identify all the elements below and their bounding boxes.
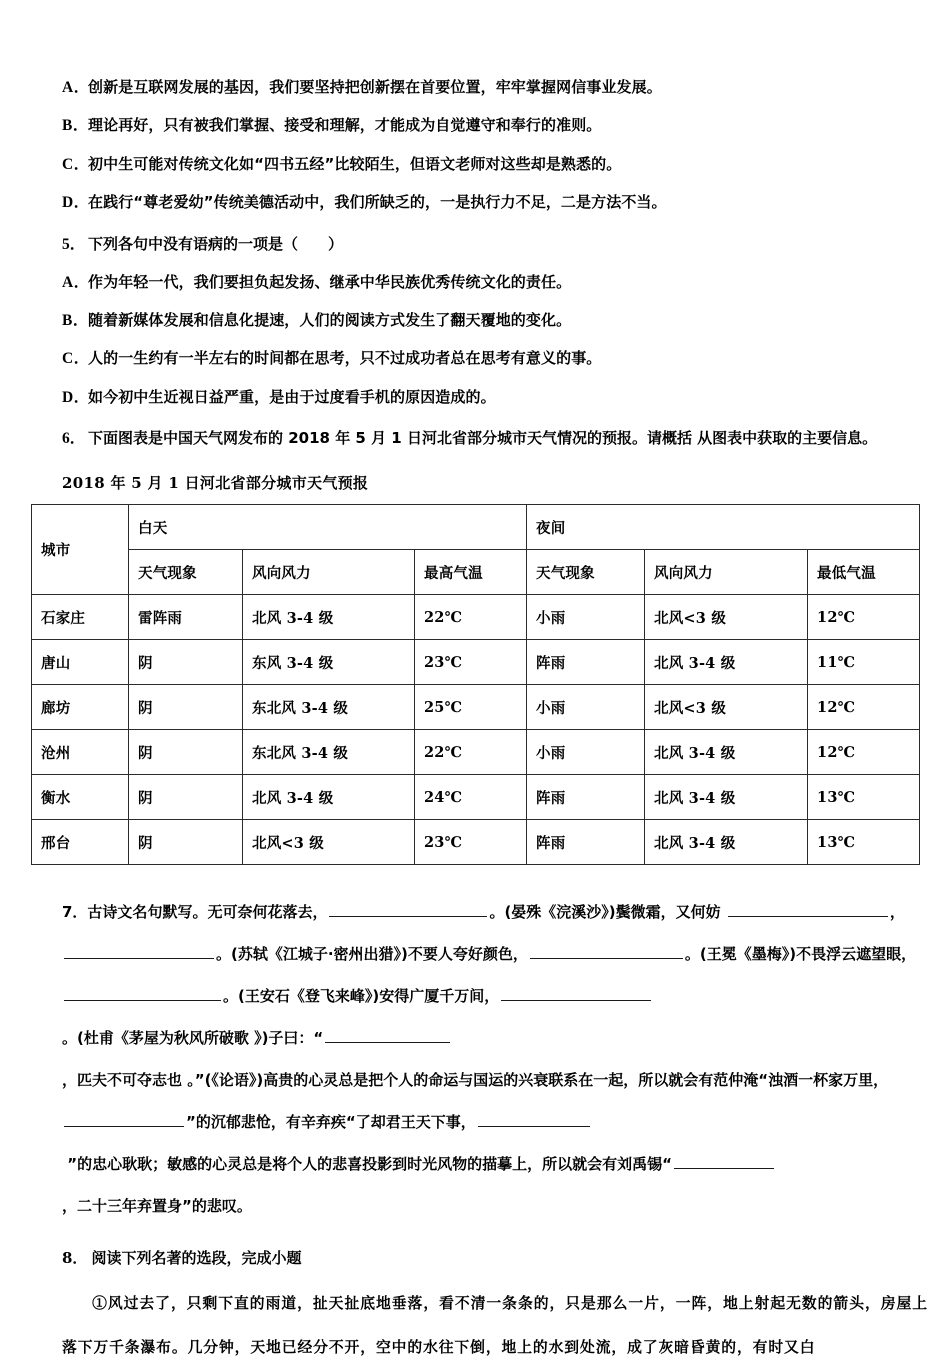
question7-text-fragment: 。(杜甫《茅屋为秋风所破歌 》)子曰：“ (62, 1029, 324, 1047)
cell-day-phenomenon: 阴 (129, 775, 243, 820)
cell-night-low-temp: 12℃ (808, 730, 920, 775)
option-text: 初中生可能对传统文化如“四书五经”比较陌生，但语文老师对这些却是熟悉的。 (88, 154, 622, 173)
cell-city: 衡水 (32, 775, 129, 820)
cell-night-low-temp: 11℃ (808, 640, 920, 685)
answer-blank-5[interactable] (64, 944, 214, 959)
answer-blank-3[interactable] (728, 902, 888, 917)
cell-city: 廊坊 (32, 685, 129, 730)
question7-text-fragment: 。(王冕《墨梅》)不畏浮云遮望眼， (684, 945, 917, 963)
cell-day-high-temp: 23℃ (415, 820, 527, 865)
cell-city: 沧州 (32, 730, 129, 775)
option-text: 人的一生约有一半左右的时间都在思考，只不过成功者总在思考有意义的事。 (88, 349, 602, 368)
answer-blank-9[interactable] (64, 986, 221, 1001)
answer-blank-19[interactable] (674, 1154, 774, 1169)
question5-stem (62, 232, 928, 254)
header-city: 城市 (32, 505, 129, 595)
cell-day-wind: 东北风 3-4 级 (243, 685, 415, 730)
cell-day-wind: 北风<3 级 (243, 820, 415, 865)
cell-city: 石家庄 (32, 595, 129, 640)
cell-day-high-temp: 24℃ (415, 775, 527, 820)
option-label: B． (62, 117, 89, 135)
question8-excerpt (62, 1282, 928, 1370)
cell-day-high-temp: 22℃ (415, 595, 527, 640)
question7-text-fragment: ，匹夫不可夺志也 。”(《论语》)高贵的心灵总是把个人的命运与国运的兴衰联系在一起，所以就会有范仲淹“浊酒一杯家万里， (62, 1071, 889, 1089)
question7-text-fragment: ”的忠心耿耿；敏感的心灵总是将个人的悲喜投影到时光风物的描摹上，所以就会有刘禹锡“ (62, 1155, 672, 1173)
cell-day-high-temp: 25℃ (415, 685, 527, 730)
weather-forecast-table (31, 504, 920, 865)
cell-day-wind: 东北风 3-4 级 (243, 730, 415, 775)
cell-day-phenomenon: 阴 (129, 730, 243, 775)
question7-text-fragment: 。(晏殊《浣溪沙》)鬓微霜，又何妨 (489, 903, 726, 921)
question7-text-fragment: 7．古诗文名句默写。无可奈何花落去， (62, 903, 328, 921)
question7-text-fragment: ， (889, 903, 905, 921)
table-body (32, 595, 920, 865)
question7-text-fragment: ”的沉郁悲怆，有辛弃疾“了却君王天下事， (186, 1113, 476, 1131)
option-label: A． (62, 79, 90, 96)
cell-night-phenomenon: 阵雨 (527, 775, 645, 820)
cell-city: 唐山 (32, 640, 129, 685)
question7-text-fragment: ，二十三年弃置身”的悲叹。 (62, 1197, 252, 1215)
cell-day-wind: 北风 3-4 级 (243, 775, 415, 820)
header-nighttime: 夜间 (527, 505, 920, 550)
cell-day-high-temp: 23℃ (415, 640, 527, 685)
cell-day-wind: 北风 3-4 级 (243, 595, 415, 640)
option-row (62, 155, 928, 174)
header-day-wind: 风向风力 (243, 550, 415, 595)
cell-day-phenomenon: 阴 (129, 640, 243, 685)
table-row (32, 685, 920, 730)
cell-night-wind: 北风<3 级 (645, 595, 808, 640)
cell-night-low-temp: 12℃ (808, 685, 920, 730)
table-sub-header-row (32, 550, 920, 595)
answer-blank-7[interactable] (530, 944, 683, 959)
cell-night-wind: 北风 3-4 级 (645, 730, 808, 775)
option-text: 理论再好，只有被我们掌握、接受和理解，才能成为自觉遵守和奉行的准则。 (88, 116, 602, 135)
cell-night-wind: 北风 3-4 级 (645, 820, 808, 865)
cell-night-low-temp: 13℃ (808, 775, 920, 820)
excerpt-text: ①风过去了，只剩下直的雨道，扯天扯底地垂落，看不清一条条的，只是那么一片，一阵，地上射起无数的箭头，房屋上落下万千条瀑布。几分钟，天地已经分不开，空中的水往下倒，地上的水到处流，成了灰暗昏黄的，有时又白 (62, 1295, 928, 1356)
cell-day-wind: 东风 3-4 级 (243, 640, 415, 685)
option-label: B． (62, 311, 89, 329)
cell-night-wind: 北风 3-4 级 (645, 775, 808, 820)
question7-fill-in-blanks (62, 891, 928, 1227)
header-day-high-temp: 最高气温 (415, 550, 527, 595)
cell-night-wind: 北风 3-4 级 (645, 640, 808, 685)
question-stem-text: 下列各句中没有语病的一项是（ ） (88, 234, 344, 253)
option-row (62, 311, 928, 330)
option-text: 如今初中生近视日益严重，是由于过度看手机的原因造成的。 (88, 387, 496, 406)
option-row (62, 273, 928, 292)
cell-night-phenomenon: 阵雨 (527, 640, 645, 685)
option-text: 作为年轻一代，我们要担负起发扬、继承中华民族优秀传统文化的责任。 (88, 272, 572, 291)
cell-city: 邢台 (32, 820, 129, 865)
option-label: C． (62, 350, 90, 368)
option-row (62, 388, 928, 407)
table-row (32, 595, 920, 640)
cell-night-low-temp: 12℃ (808, 595, 920, 640)
header-night-low-temp: 最低气温 (808, 550, 920, 595)
option-row (62, 78, 928, 97)
option-label: D． (62, 194, 90, 212)
header-night-wind: 风向风力 (645, 550, 808, 595)
header-daytime: 白天 (129, 505, 527, 550)
option-row (62, 193, 928, 212)
cell-day-phenomenon: 阴 (129, 685, 243, 730)
answer-blank-11[interactable] (501, 986, 651, 1001)
cell-day-high-temp: 22℃ (415, 730, 527, 775)
question-number: 6． (62, 430, 86, 447)
option-label: C． (62, 155, 90, 173)
option-row (62, 116, 928, 135)
answer-blank-1[interactable] (329, 902, 487, 917)
cell-night-phenomenon: 小雨 (527, 685, 645, 730)
question7-text-fragment: 。(王安石《登飞来峰》)安得广厦千万间， (223, 987, 500, 1005)
option-text: 创新是互联网发展的基因，我们要坚持把创新摆在首要位置，牢牢掌握网信事业发展。 (88, 78, 662, 96)
cell-night-low-temp: 13℃ (808, 820, 920, 865)
answer-blank-15[interactable] (64, 1112, 184, 1127)
cell-night-wind: 北风<3 级 (645, 685, 808, 730)
table-group-header-row (32, 505, 920, 550)
table-row (32, 730, 920, 775)
question8-stem (62, 1247, 928, 1268)
question-number: 8． (62, 1249, 88, 1267)
header-night-phenomenon: 天气现象 (527, 550, 645, 595)
question-number: 5． (62, 235, 86, 253)
table-row (32, 820, 920, 865)
question-stem-text: 下面图表是中国天气网发布的 2018 年 5 月 1 日河北省部分城市天气情况的预报。请概括 从图表中获取的主要信息。 (88, 429, 878, 447)
option-text: 在践行“尊老爱幼”传统美德活动中，我们所缺乏的，一是执行力不足，二是方法不当。 (88, 193, 667, 212)
option-label: D． (62, 388, 90, 406)
header-day-phenomenon: 天气现象 (129, 550, 243, 595)
question-stem-text: 阅读下列名著的选段，完成小题 (91, 1249, 302, 1267)
answer-blank-13[interactable] (325, 1028, 450, 1043)
question4-options-list (62, 78, 928, 213)
table-row (32, 640, 920, 685)
answer-blank-17[interactable] (478, 1112, 590, 1127)
option-label: A． (62, 273, 90, 291)
cell-night-phenomenon: 小雨 (527, 730, 645, 775)
cell-day-phenomenon: 雷阵雨 (129, 595, 243, 640)
cell-day-phenomenon: 阴 (129, 820, 243, 865)
table-head (32, 505, 920, 595)
table-caption: 2018 年 5 月 1 日河北省部分城市天气预报 (62, 474, 369, 492)
table-row (32, 775, 920, 820)
question7-text-fragment: 。(苏轼《江城子·密州出猎》)不要人夸好颜色， (216, 945, 528, 963)
cell-night-phenomenon: 阵雨 (527, 820, 645, 865)
question5-options-list (62, 273, 928, 408)
option-row (62, 349, 928, 368)
cell-night-phenomenon: 小雨 (527, 595, 645, 640)
question6-stem (62, 426, 928, 448)
option-text: 随着新媒体发展和信息化提速，人们的阅读方式发生了翻天覆地的变化。 (88, 310, 572, 329)
